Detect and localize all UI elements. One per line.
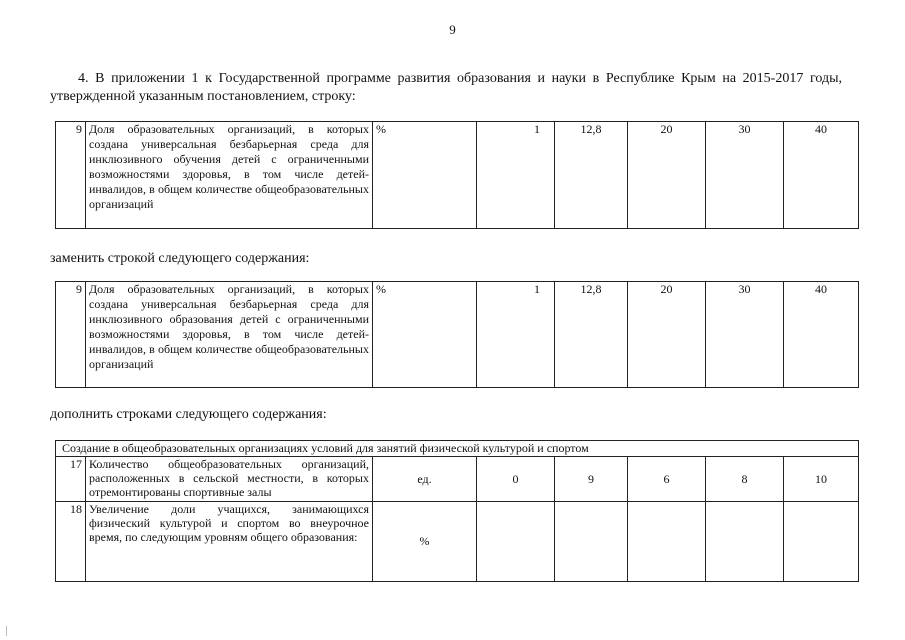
value-cell: 10 — [784, 457, 859, 502]
value-cell — [784, 502, 859, 582]
value-cell — [477, 502, 555, 582]
new-row-table — [55, 281, 859, 388]
replace-paragraph: заменить строкой следующего содержания: — [50, 251, 310, 266]
value-cell: 6 — [628, 457, 706, 502]
row-unit: % — [373, 282, 477, 388]
page-number: 9 — [449, 22, 456, 37]
section-header: Создание в общеобразовательных организациях условий для занятий физической культурой и спортом — [56, 441, 859, 457]
row-unit: % — [373, 502, 477, 582]
value-cell — [706, 502, 784, 582]
value-cell: 30 — [706, 282, 784, 388]
value-cell: 20 — [628, 282, 706, 388]
row-description: Доля образовательных организаций, в которых создана универсальная безбарьерная среда для инклюзивного образования детей с ограниченными возможностями здоровья, в том числе детей-инвалидов, в общем количестве общеобразовательных организаций — [86, 282, 373, 388]
row-unit: % — [373, 122, 477, 229]
value-cell: 12,8 — [555, 282, 628, 388]
value-cell: 1 — [477, 122, 555, 229]
append-paragraph: дополнить строками следующего содержания: — [50, 407, 327, 422]
row-unit: ед. — [373, 457, 477, 502]
row-description: Количество общеобразовательных организаций, расположенных в сельской местности, в которых отремонтированы спортивные залы — [86, 457, 373, 502]
added-rows-table — [55, 440, 859, 582]
value-cell: 9 — [555, 457, 628, 502]
table-row — [56, 502, 859, 582]
value-cell: 20 — [628, 122, 706, 229]
value-cell: 12,8 — [555, 122, 628, 229]
old-row-table — [55, 121, 859, 229]
value-cell: 0 — [477, 457, 555, 502]
section-header-row — [56, 441, 859, 457]
row-number: 9 — [56, 122, 86, 229]
value-cell: 40 — [784, 282, 859, 388]
table-row — [56, 457, 859, 502]
table-row — [56, 282, 859, 388]
value-cell — [555, 502, 628, 582]
table-row — [56, 122, 859, 229]
value-cell: 30 — [706, 122, 784, 229]
row-number: 18 — [56, 502, 86, 582]
value-cell: 40 — [784, 122, 859, 229]
row-number: 9 — [56, 282, 86, 388]
value-cell — [628, 502, 706, 582]
row-description: Увеличение доли учащихся, занимающихся физический культурой и спортом во внеурочное время, по следующим уровням общего образования: — [86, 502, 373, 582]
row-description: Доля образовательных организаций, в которых создана универсальная безбарьерная среда для инклюзивного обучения детей с ограниченными возможностями здоровья, в том числе детей-инвалидов, в общем количестве общеобразовательных организаций — [86, 122, 373, 229]
scan-edge-mark — [6, 626, 7, 636]
value-cell: 8 — [706, 457, 784, 502]
row-number: 17 — [56, 457, 86, 502]
intro-paragraph: 4. В приложении 1 к Государственной программе развития образования и науки в Республике Крым на 2015-2017 годы, утвержденной указанным постановлением, строку: — [50, 71, 842, 104]
value-cell: 1 — [477, 282, 555, 388]
